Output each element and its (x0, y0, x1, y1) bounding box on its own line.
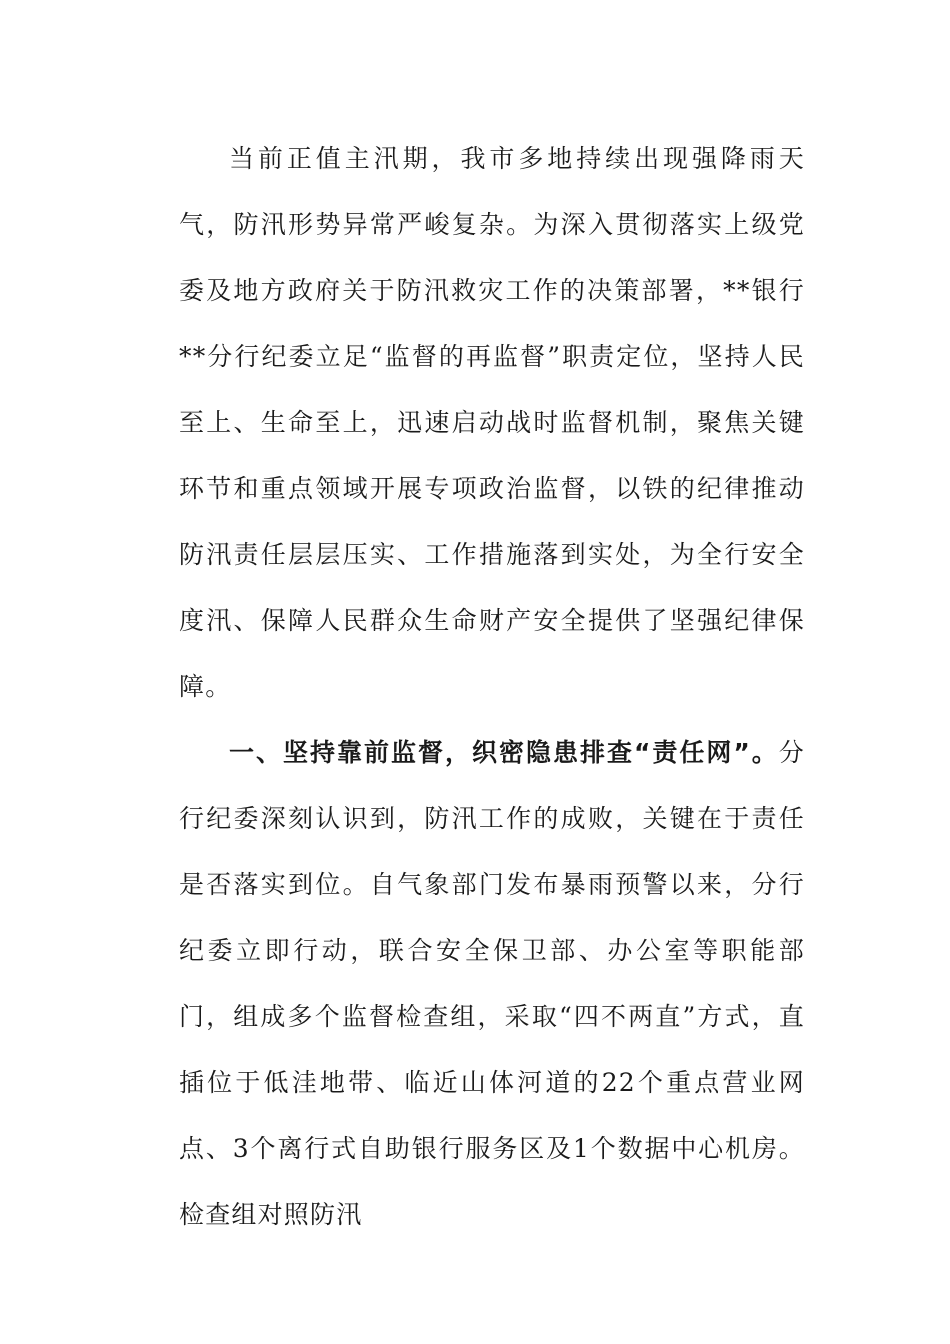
intro-paragraph: 当前正值主汛期，我市多地持续出现强降雨天气，防汛形势异常严峻复杂。为深入贯彻落实上级党委及地方政府关于防汛救灾工作的决策部署，**银行**分行纪委立足“监督的再监督”职责定位，坚持人民至上、生命至上，迅速启动战时监督机制，聚焦关键环节和重点领域开展专项政治监督，以铁的纪律推动防汛责任层层压实、工作措施落到实处，为全行安全度汛、保障人民群众生命财产安全提供了坚强纪律保障。 (179, 144, 805, 701)
section-1-heading: 一、坚持靠前监督，织密隐患排查“责任网”。 (229, 738, 779, 767)
document-body (179, 126, 805, 1248)
section-1-paragraph (179, 720, 805, 1248)
section-1-body: 分行纪委深刻认识到，防汛工作的成败，关键在于责任是否落实到位。自气象部门发布暴雨预警以来，分行纪委立即行动，联合安全保卫部、办公室等职能部门，组成多个监督检查组，采取“四不两直”方式，直插位于低洼地带、临近山体河道的22个重点营业网点、3个离行式自助银行服务区及1个数据中心机房。检查组对照防汛 (179, 738, 805, 1229)
